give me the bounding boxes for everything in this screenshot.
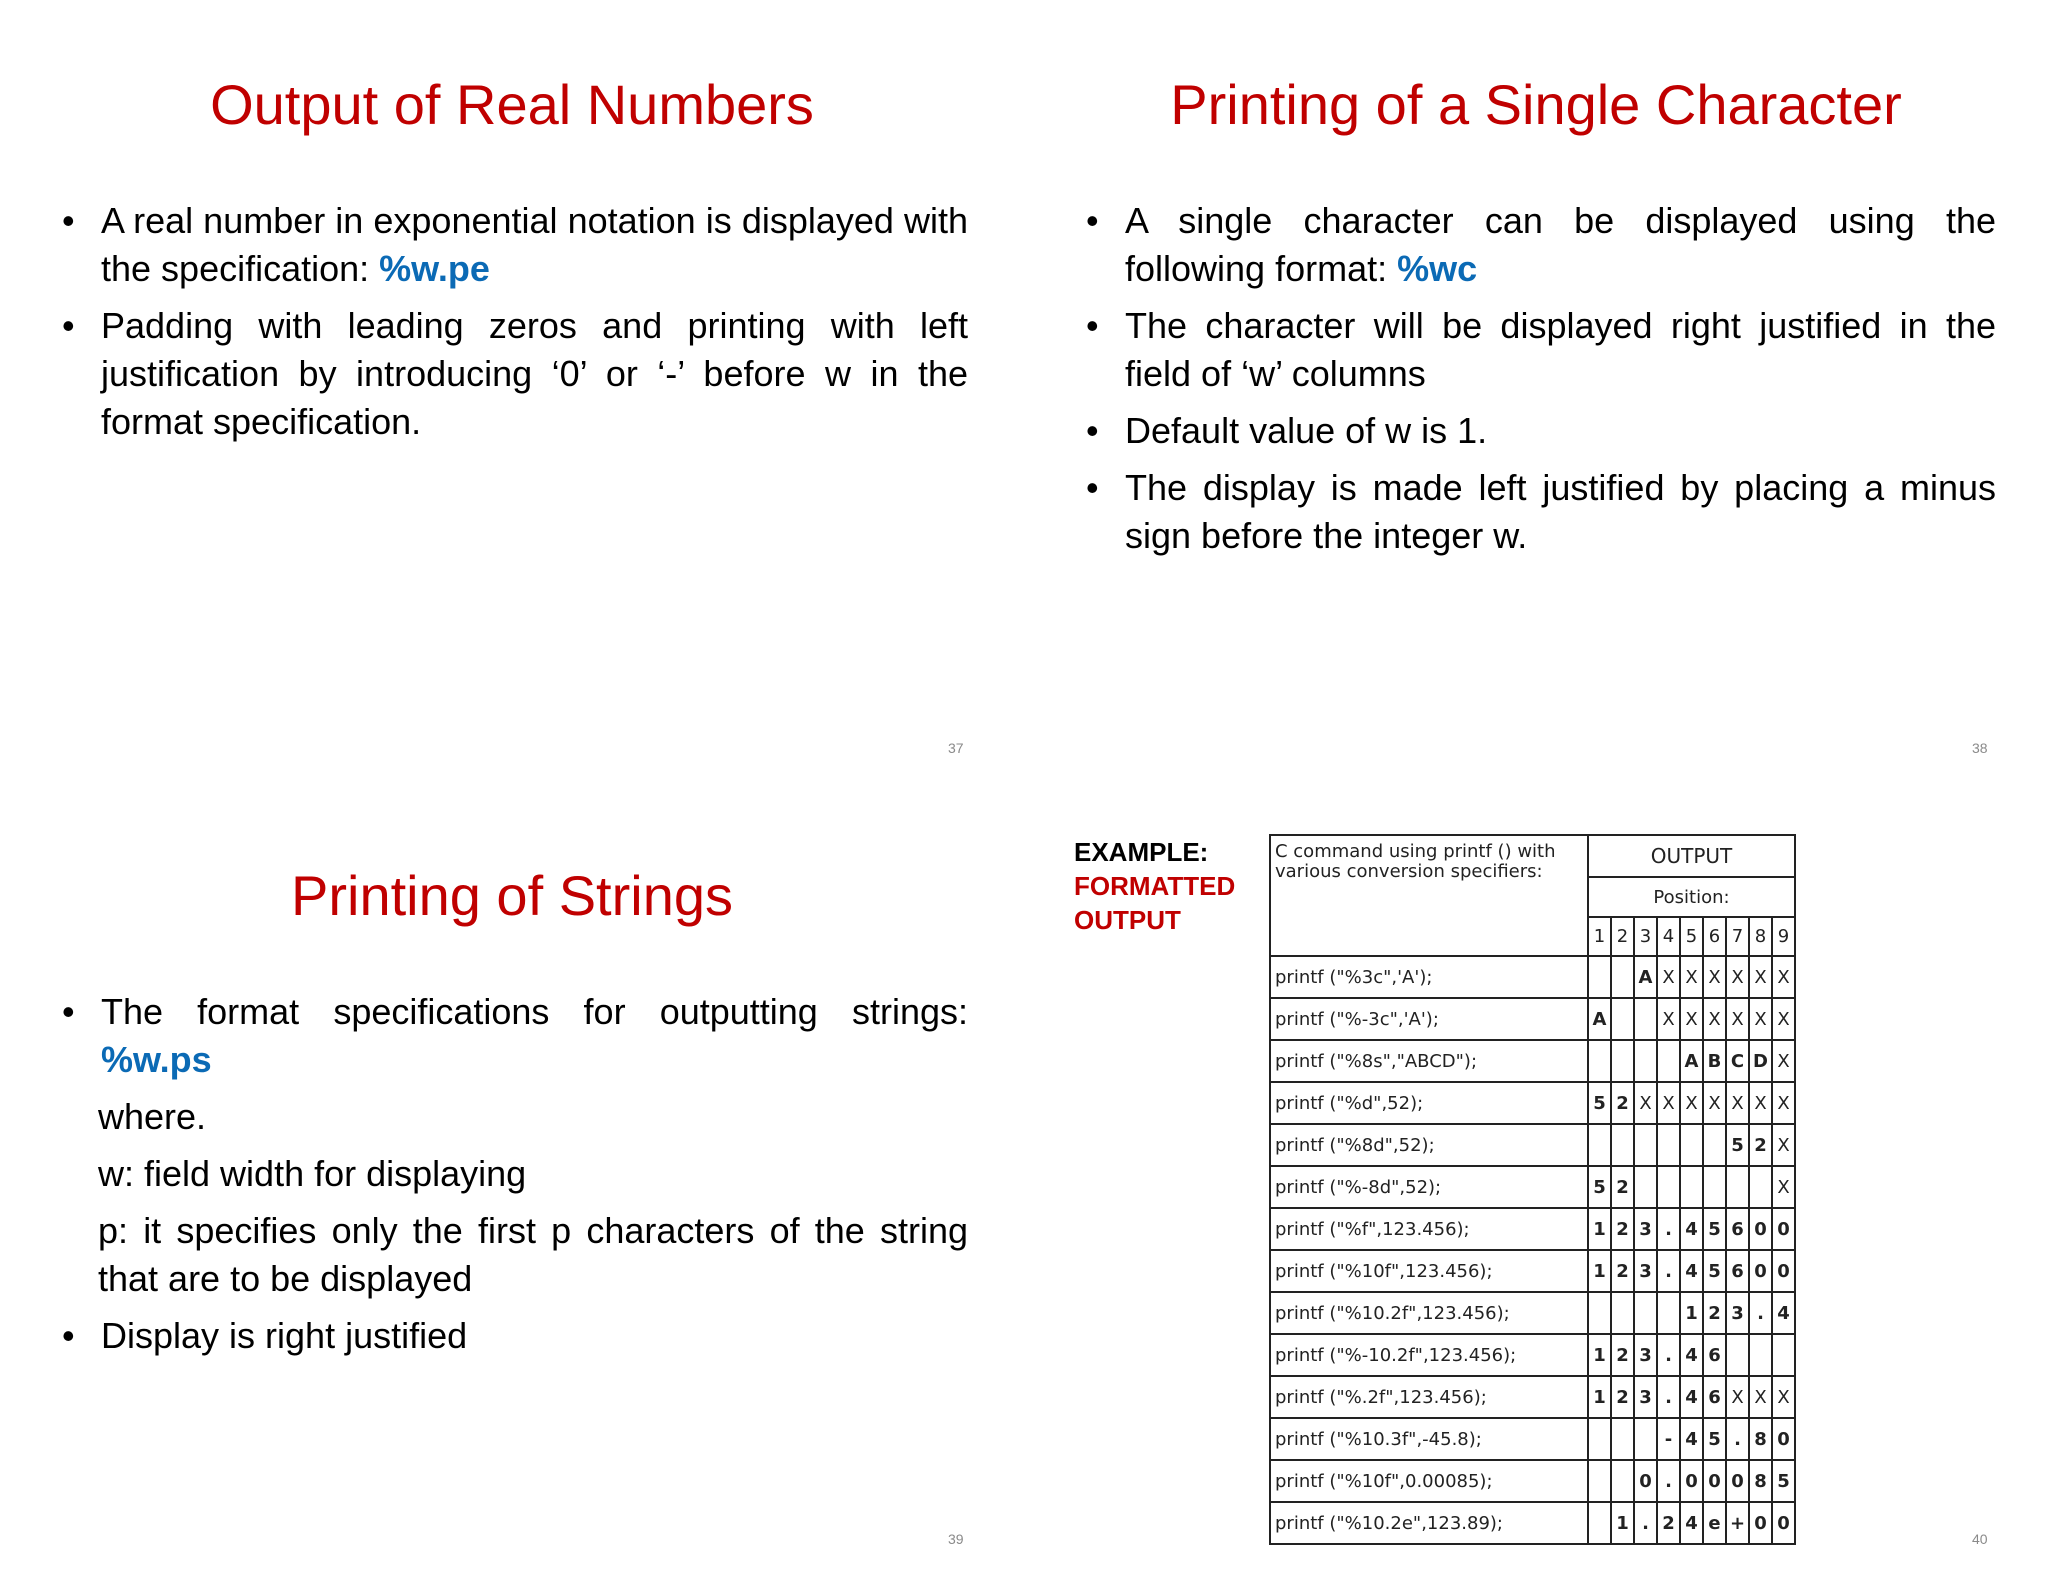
output-cell xyxy=(1657,1292,1680,1334)
output-cell xyxy=(1749,1166,1772,1208)
printf-output-table xyxy=(1269,834,1796,1545)
output-cell: 5 xyxy=(1726,1124,1749,1166)
output-cell: 2 xyxy=(1611,1334,1634,1376)
output-cell: 1 xyxy=(1588,1334,1611,1376)
output-cell: 0 xyxy=(1703,1460,1726,1502)
page-number: 38 xyxy=(1972,740,1988,756)
output-cell: . xyxy=(1634,1502,1657,1544)
printf-command: printf ("%-10.2f",123.456); xyxy=(1270,1334,1588,1376)
output-cell xyxy=(1657,1040,1680,1082)
output-cell: A xyxy=(1680,1040,1703,1082)
table-row xyxy=(1270,1082,1795,1124)
output-cell xyxy=(1703,1124,1726,1166)
page-number: 40 xyxy=(1972,1531,1988,1547)
output-cell: 1 xyxy=(1680,1292,1703,1334)
text-line xyxy=(62,1093,968,1141)
output-cell: 5 xyxy=(1588,1166,1611,1208)
slide-title: Printing of a Single Character xyxy=(1170,73,1902,136)
position-number: 4 xyxy=(1657,917,1680,956)
output-cell xyxy=(1749,1334,1772,1376)
output-cell: X xyxy=(1726,956,1749,998)
table-header-row xyxy=(1270,835,1795,877)
bullet-item xyxy=(62,302,968,446)
output-cell: D xyxy=(1749,1040,1772,1082)
table-row xyxy=(1270,1208,1795,1250)
output-cell: 6 xyxy=(1726,1250,1749,1292)
slide-title: Output of Real Numbers xyxy=(210,73,814,136)
output-cell: 2 xyxy=(1611,1082,1634,1124)
output-cell xyxy=(1680,1124,1703,1166)
page-number: 37 xyxy=(948,740,964,756)
output-cell: . xyxy=(1657,1460,1680,1502)
table-row xyxy=(1270,1040,1795,1082)
output-cell: X xyxy=(1634,1082,1657,1124)
printf-command: printf ("%d",52); xyxy=(1270,1082,1588,1124)
table-row xyxy=(1270,1334,1795,1376)
output-cell xyxy=(1726,1334,1749,1376)
output-cell: 2 xyxy=(1703,1292,1726,1334)
slide-38 xyxy=(1024,0,2048,791)
bullet-icon: • xyxy=(62,305,75,346)
printf-command: printf ("%10f",0.00085); xyxy=(1270,1460,1588,1502)
output-cell: 4 xyxy=(1680,1208,1703,1250)
table-row xyxy=(1270,1460,1795,1502)
output-cell: 0 xyxy=(1726,1460,1749,1502)
output-cell: 0 xyxy=(1749,1208,1772,1250)
output-cell: 5 xyxy=(1772,1460,1795,1502)
bullet-icon: • xyxy=(1086,200,1099,241)
output-cell: . xyxy=(1657,1208,1680,1250)
output-cell: X xyxy=(1680,1082,1703,1124)
output-cell: 4 xyxy=(1680,1418,1703,1460)
output-cell: X xyxy=(1772,998,1795,1040)
output-cell: . xyxy=(1657,1376,1680,1418)
output-cell: 2 xyxy=(1611,1250,1634,1292)
output-cell xyxy=(1657,1166,1680,1208)
output-cell: 6 xyxy=(1703,1376,1726,1418)
output-cell: 2 xyxy=(1611,1376,1634,1418)
table-row xyxy=(1270,1166,1795,1208)
example-label-line: OUTPUT xyxy=(1074,905,1181,935)
output-cell xyxy=(1634,1166,1657,1208)
output-cell: 5 xyxy=(1588,1082,1611,1124)
printf-command: printf ("%3c",'A'); xyxy=(1270,956,1588,998)
output-cell xyxy=(1772,1334,1795,1376)
bullet-text: The display is made left justified by placing a minus sign before the integer w. xyxy=(1125,467,1996,556)
output-cell xyxy=(1634,1418,1657,1460)
output-cell: X xyxy=(1657,956,1680,998)
bullet-item xyxy=(1086,302,1996,398)
bullet-icon: • xyxy=(62,1315,75,1356)
output-cell: X xyxy=(1749,1082,1772,1124)
output-cell: X xyxy=(1749,956,1772,998)
output-cell xyxy=(1588,1040,1611,1082)
text-line xyxy=(62,1207,968,1303)
output-cell xyxy=(1588,1124,1611,1166)
position-number: 2 xyxy=(1611,917,1634,956)
page-number: 39 xyxy=(948,1531,964,1547)
output-cell: 6 xyxy=(1703,1334,1726,1376)
line-text: w: field width for displaying xyxy=(98,1153,527,1194)
output-cell: 2 xyxy=(1749,1124,1772,1166)
position-number: 7 xyxy=(1726,917,1749,956)
bullet-item xyxy=(1086,407,1996,455)
output-cell: X xyxy=(1772,956,1795,998)
output-cell: 0 xyxy=(1634,1460,1657,1502)
output-cell xyxy=(1634,998,1657,1040)
format-specifier: %wc xyxy=(1397,248,1478,289)
bullet-item xyxy=(62,197,968,293)
bullet-text: The character will be displayed right justified in the field of ‘w’ columns xyxy=(1125,305,1996,394)
output-cell: 0 xyxy=(1749,1250,1772,1292)
printf-command: printf ("%-3c",'A'); xyxy=(1270,998,1588,1040)
output-cell: X xyxy=(1749,998,1772,1040)
output-cell: 0 xyxy=(1772,1250,1795,1292)
example-label-line: EXAMPLE: xyxy=(1074,837,1209,867)
output-cell: X xyxy=(1703,956,1726,998)
output-cell: X xyxy=(1749,1376,1772,1418)
bullet-text: Padding with leading zeros and printing with left justification by introducing ‘0’ or ‘-’ before w in the format specification. xyxy=(101,305,968,442)
output-cell xyxy=(1726,1166,1749,1208)
bullet-list xyxy=(62,988,968,1369)
bullet-item xyxy=(1086,464,1996,560)
position-number: 8 xyxy=(1749,917,1772,956)
output-cell: X xyxy=(1772,1166,1795,1208)
output-cell: 2 xyxy=(1657,1502,1680,1544)
printf-command: printf ("%8d",52); xyxy=(1270,1124,1588,1166)
table-row xyxy=(1270,956,1795,998)
output-cell: B xyxy=(1703,1040,1726,1082)
line-text: p: it specifies only the first p characters of the string that are to be displayed xyxy=(98,1210,968,1299)
table-row xyxy=(1270,1250,1795,1292)
bullet-text: A single character can be displayed using the following format: xyxy=(1125,200,1996,289)
header-command: C command using printf () with various conversion specifiers: xyxy=(1270,835,1588,956)
bullet-item xyxy=(62,1312,968,1360)
output-cell: X xyxy=(1680,998,1703,1040)
output-cell: 3 xyxy=(1634,1208,1657,1250)
output-cell: 1 xyxy=(1588,1376,1611,1418)
output-cell: 8 xyxy=(1749,1460,1772,1502)
position-number: 6 xyxy=(1703,917,1726,956)
output-cell: 4 xyxy=(1680,1376,1703,1418)
position-number: 1 xyxy=(1588,917,1611,956)
output-cell: X xyxy=(1726,1082,1749,1124)
bullet-item xyxy=(62,988,968,1084)
line-text: where. xyxy=(98,1096,207,1137)
output-cell: 0 xyxy=(1772,1208,1795,1250)
output-cell: 5 xyxy=(1703,1418,1726,1460)
bullet-text: Display is right justified xyxy=(101,1315,468,1356)
position-number: 3 xyxy=(1634,917,1657,956)
output-cell xyxy=(1703,1166,1726,1208)
output-cell xyxy=(1611,1292,1634,1334)
output-cell: 3 xyxy=(1634,1376,1657,1418)
output-cell: 0 xyxy=(1772,1418,1795,1460)
table-row xyxy=(1270,1124,1795,1166)
printf-command: printf ("%.2f",123.456); xyxy=(1270,1376,1588,1418)
output-cell: e xyxy=(1703,1502,1726,1544)
bullet-item xyxy=(1086,197,1996,293)
output-cell xyxy=(1588,1502,1611,1544)
output-cell xyxy=(1611,1124,1634,1166)
printf-command: printf ("%10.2f",123.456); xyxy=(1270,1292,1588,1334)
output-cell: 5 xyxy=(1703,1208,1726,1250)
output-cell xyxy=(1634,1124,1657,1166)
bullet-icon: • xyxy=(1086,305,1099,346)
output-cell xyxy=(1611,1040,1634,1082)
example-label-line: FORMATTED xyxy=(1074,871,1236,901)
output-cell xyxy=(1680,1166,1703,1208)
bullet-icon: • xyxy=(62,991,75,1032)
output-cell xyxy=(1588,1460,1611,1502)
bullet-text: The format specifications for outputting strings: xyxy=(101,991,968,1032)
output-cell: X xyxy=(1772,1082,1795,1124)
printf-command: printf ("%10f",123.456); xyxy=(1270,1250,1588,1292)
output-cell: 4 xyxy=(1772,1292,1795,1334)
output-cell: X xyxy=(1703,1082,1726,1124)
printf-command: printf ("%10.3f",-45.8); xyxy=(1270,1418,1588,1460)
output-cell: 5 xyxy=(1703,1250,1726,1292)
output-cell: 2 xyxy=(1611,1166,1634,1208)
bullet-icon: • xyxy=(1086,410,1099,451)
output-cell xyxy=(1611,1418,1634,1460)
output-cell: 3 xyxy=(1726,1292,1749,1334)
output-cell: + xyxy=(1726,1502,1749,1544)
slide-40 xyxy=(1024,791,2048,1582)
position-number: 9 xyxy=(1772,917,1795,956)
output-cell: X xyxy=(1772,1376,1795,1418)
bullet-text: A real number in exponential notation is displayed with the specification: xyxy=(101,200,968,289)
output-cell: X xyxy=(1657,1082,1680,1124)
table-row xyxy=(1270,1502,1795,1544)
slide-title: Printing of Strings xyxy=(291,864,733,927)
output-cell: 4 xyxy=(1680,1502,1703,1544)
bullet-list xyxy=(1086,197,1996,569)
bullet-icon: • xyxy=(62,200,75,241)
output-cell: . xyxy=(1657,1250,1680,1292)
output-cell: - xyxy=(1657,1418,1680,1460)
output-cell: 3 xyxy=(1634,1250,1657,1292)
slide-39 xyxy=(0,791,1024,1582)
output-cell xyxy=(1588,1292,1611,1334)
output-cell: . xyxy=(1749,1292,1772,1334)
output-cell: 0 xyxy=(1772,1502,1795,1544)
output-cell: . xyxy=(1726,1418,1749,1460)
output-cell xyxy=(1611,956,1634,998)
output-cell: X xyxy=(1726,998,1749,1040)
output-cell: X xyxy=(1772,1040,1795,1082)
output-cell xyxy=(1611,1460,1634,1502)
table-row xyxy=(1270,1292,1795,1334)
output-cell: X xyxy=(1657,998,1680,1040)
printf-command: printf ("%f",123.456); xyxy=(1270,1208,1588,1250)
header-position: Position: xyxy=(1588,877,1795,917)
output-cell xyxy=(1588,956,1611,998)
table-row xyxy=(1270,1418,1795,1460)
format-specifier: %w.ps xyxy=(101,1039,212,1080)
output-cell: 1 xyxy=(1588,1250,1611,1292)
output-cell xyxy=(1634,1040,1657,1082)
output-cell: 6 xyxy=(1726,1208,1749,1250)
table-row xyxy=(1270,1376,1795,1418)
output-cell xyxy=(1588,1418,1611,1460)
printf-command: printf ("%8s","ABCD"); xyxy=(1270,1040,1588,1082)
output-cell: X xyxy=(1726,1376,1749,1418)
output-cell xyxy=(1611,998,1634,1040)
output-cell: 2 xyxy=(1611,1208,1634,1250)
output-cell: X xyxy=(1772,1124,1795,1166)
output-cell: 0 xyxy=(1749,1502,1772,1544)
output-cell: X xyxy=(1680,956,1703,998)
position-number: 5 xyxy=(1680,917,1703,956)
printf-command: printf ("%-8d",52); xyxy=(1270,1166,1588,1208)
output-cell: C xyxy=(1726,1040,1749,1082)
output-cell: 4 xyxy=(1680,1334,1703,1376)
slide-37 xyxy=(0,0,1024,791)
output-cell: 0 xyxy=(1680,1460,1703,1502)
output-cell: . xyxy=(1657,1334,1680,1376)
output-cell: 4 xyxy=(1680,1250,1703,1292)
output-cell: A xyxy=(1634,956,1657,998)
output-cell: 1 xyxy=(1588,1208,1611,1250)
output-cell: X xyxy=(1703,998,1726,1040)
bullet-icon: • xyxy=(1086,467,1099,508)
output-cell: A xyxy=(1588,998,1611,1040)
output-cell: 3 xyxy=(1634,1334,1657,1376)
bullet-text: Default value of w is 1. xyxy=(1125,410,1488,451)
printf-command: printf ("%10.2e",123.89); xyxy=(1270,1502,1588,1544)
text-line xyxy=(62,1150,968,1198)
example-label xyxy=(1074,835,1235,937)
output-cell: 8 xyxy=(1749,1418,1772,1460)
table-row xyxy=(1270,998,1795,1040)
bullet-list xyxy=(62,197,968,455)
output-cell xyxy=(1634,1292,1657,1334)
format-specifier: %w.pe xyxy=(379,248,490,289)
output-cell: 1 xyxy=(1611,1502,1634,1544)
output-cell xyxy=(1657,1124,1680,1166)
header-output: OUTPUT xyxy=(1588,835,1795,877)
